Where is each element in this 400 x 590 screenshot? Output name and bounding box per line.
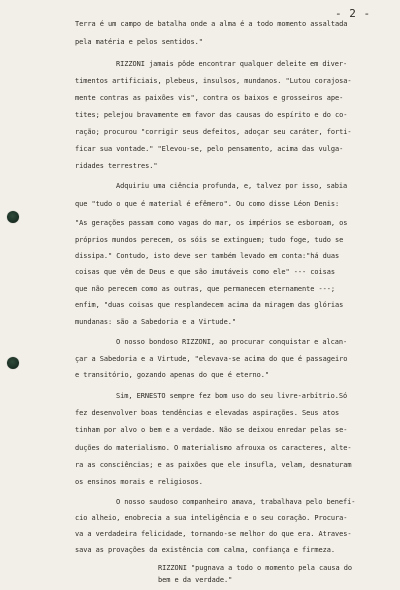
text-line-30: va a verdadeira felicidade, tornando-se melhor do que era. Atraves- xyxy=(75,530,352,538)
text-line-25: duções do materialismo. O materialismo afrouxa os caracteres, alte- xyxy=(75,444,352,452)
text-line-21: e transitório, gozando apenas do que é eterno." xyxy=(75,371,269,379)
text-line-4: timentos artificiais, plebeus, insulsos, mundanos. "Lutou corajosa- xyxy=(75,77,352,85)
text-line-26: ra as consciências; e as paixões que ele insufla, velam, desnaturam xyxy=(75,461,352,469)
text-line-1: Terra é um campo de batalha onde a alma é a todo momento assaltada xyxy=(75,20,348,28)
text-line-5: mente contras as paixões vis", contra os baixos e grosseiros ape- xyxy=(75,94,344,102)
text-line-22: Sim, ERNESTO sempre fez bom uso do seu livre-arbítrio.Só xyxy=(116,392,348,400)
text-line-9: ridades terrestres." xyxy=(75,162,158,170)
text-line-10: Adquiriu uma ciência profunda, e, talvez por isso, sabia xyxy=(116,182,348,190)
punch-hole-top xyxy=(7,211,19,223)
text-line-31: sava as provações da existência com calma, confiança e firmeza. xyxy=(75,546,335,554)
text-line-14: dissipa." Contudo, isto deve ser também levado em conta:"há duas xyxy=(75,252,340,260)
text-line-16: que não perecem como as outras, que permanecem eternamente ---; xyxy=(75,285,335,293)
text-line-20: çar a Sabedoria e a Virtude, "elevava-se acima do que é passageiro xyxy=(75,355,348,363)
text-line-24: tinham por alvo o bem e a verdade. Não se deixou enredar pelas se- xyxy=(75,426,348,434)
text-line-8: ficar sua vontade." "Elevou-se, pelo pensamento, acima das vulga- xyxy=(75,145,344,153)
text-line-15: coisas que vêm de Deus e que são imutáveis como ele" --- coisas xyxy=(75,268,335,276)
page-number: - 2 - xyxy=(335,7,371,20)
text-line-18: mundanas: são a Sabedoria e a Virtude." xyxy=(75,318,236,326)
text-line-13: próprios mundos perecem, os sóis se extinguem; tudo foge, tudo se xyxy=(75,236,344,244)
text-line-3: RIZZONI jamais pôde encontrar qualquer deleite em diver- xyxy=(116,60,348,68)
text-line-23: fez desenvolver boas tendências e elevadas aspirações. Seus atos xyxy=(75,409,340,417)
text-line-12: "As gerações passam como vagas do mar, os impérios se esboroam, os xyxy=(75,219,348,227)
text-line-19: O nosso bondoso RIZZONI, ao procurar conquistar e alcan- xyxy=(116,338,348,346)
text-line-33: bem e da verdade." xyxy=(158,576,233,584)
text-line-17: enfim, "duas coisas que resplandecem acima da miragem das glórias xyxy=(75,301,344,309)
text-line-32: RIZZONI "pugnava a todo o momento pela causa do xyxy=(158,564,352,572)
punch-hole-bottom xyxy=(7,357,19,369)
text-line-6: tites; pelejou bravamente em favor das causas do espírito e do co- xyxy=(75,111,348,119)
text-line-29: cio alheio, enobrecia a sua inteligência e o seu coração. Procura- xyxy=(75,514,348,522)
text-line-11: que "tudo o que é material é efêmero". Ou como disse Léon Denis: xyxy=(75,200,340,208)
text-line-28: O nosso saudoso companheiro amava, trabalhava pelo benefí- xyxy=(116,498,356,506)
text-line-27: os ensinos morais e religiosos. xyxy=(75,478,203,486)
text-line-7: ração; procurou "corrigir seus defeitos, adoçar seu caráter, forti- xyxy=(75,128,352,136)
text-line-2: pela matéria e pelos sentidos." xyxy=(75,38,203,46)
